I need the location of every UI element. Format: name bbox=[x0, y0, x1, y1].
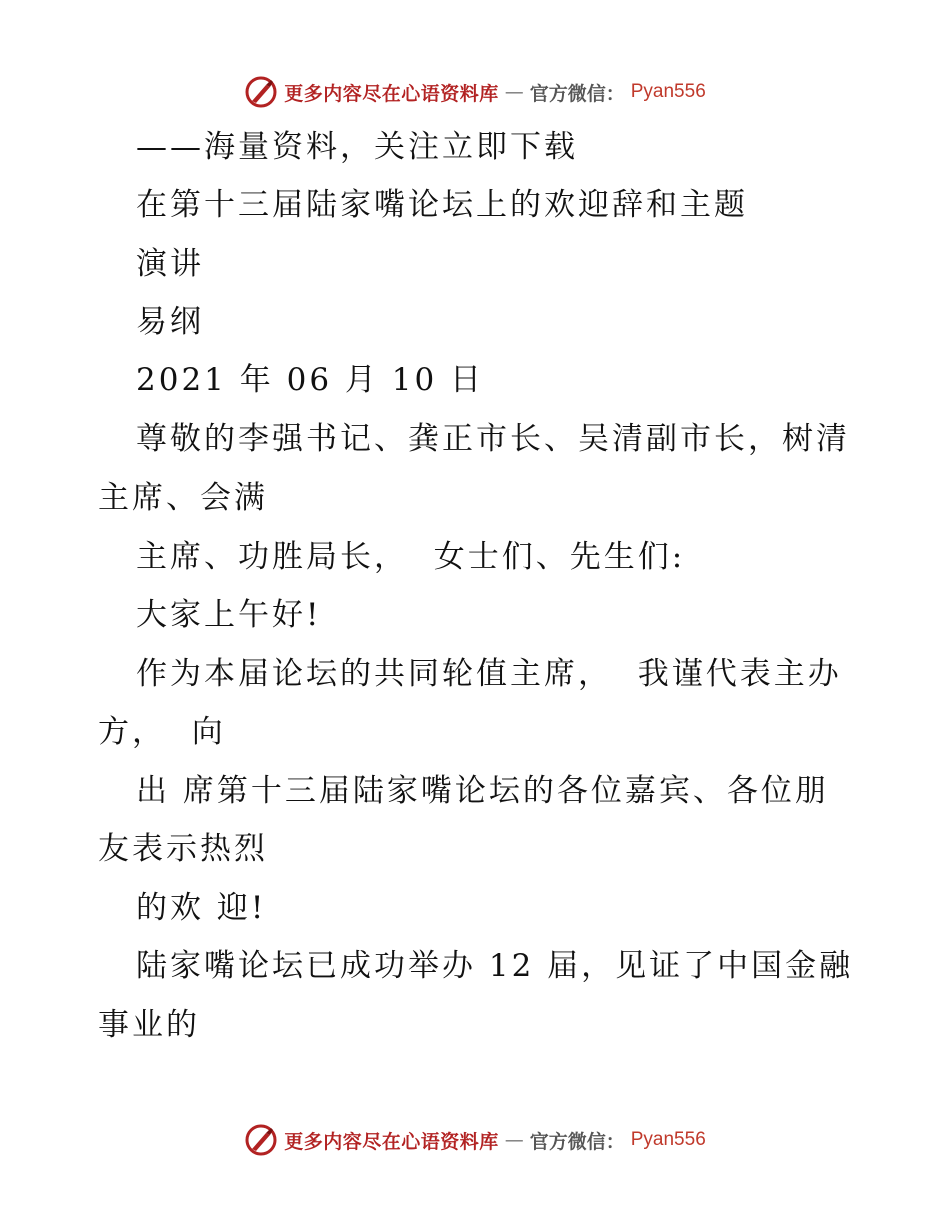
doc-line: 出 席第十三届陆家嘴论坛的各位嘉宾、各位朋 bbox=[136, 773, 829, 809]
brand-logo-icon bbox=[244, 1123, 278, 1157]
footer-banner bbox=[0, 1120, 950, 1160]
doc-date: 2021 年 06 月 10 日 bbox=[136, 362, 485, 398]
doc-line: ——海量资料，关注立即下载 bbox=[136, 129, 578, 165]
header-wechat-id: Pyan556 bbox=[630, 81, 706, 102]
doc-title-line-1: 在第十三届陆家嘴论坛上的欢迎辞和主题 bbox=[136, 187, 748, 223]
footer-promo-text: 更多内容尽在心语资料库 bbox=[284, 1130, 499, 1153]
doc-author: 易纲 bbox=[136, 304, 204, 340]
doc-line: 大家上午好! bbox=[136, 597, 322, 633]
footer-wechat-label: 官方微信： bbox=[529, 1130, 625, 1153]
footer-wechat-id: Pyan556 bbox=[630, 1129, 706, 1150]
header-promo-text: 更多内容尽在心语资料库 bbox=[284, 82, 499, 105]
doc-line: 事业的 bbox=[98, 1007, 200, 1043]
doc-line: 主席、会满 bbox=[98, 480, 268, 516]
doc-line: 作为本届论坛的共同轮值主席， 我谨代表主办 bbox=[136, 656, 842, 692]
doc-line: 方， 向 bbox=[98, 714, 226, 750]
footer-dash: — bbox=[504, 1129, 524, 1151]
brand-logo-icon bbox=[244, 75, 278, 109]
doc-line: 尊敬的李强书记、龚正市长、吴清副市长，树清 bbox=[136, 421, 850, 457]
doc-title-line-2: 演讲 bbox=[136, 246, 204, 282]
doc-line: 陆家嘴论坛已成功举办 12 届，见证了中国金融 bbox=[136, 948, 854, 984]
header-dash: — bbox=[504, 81, 524, 103]
doc-line: 主席、功胜局长， 女士们、先生们: bbox=[136, 539, 686, 575]
header-banner bbox=[0, 72, 950, 112]
doc-line: 的欢 迎! bbox=[136, 890, 267, 926]
header-wechat-label: 官方微信： bbox=[529, 82, 625, 105]
doc-line: 友表示热烈 bbox=[98, 831, 268, 867]
